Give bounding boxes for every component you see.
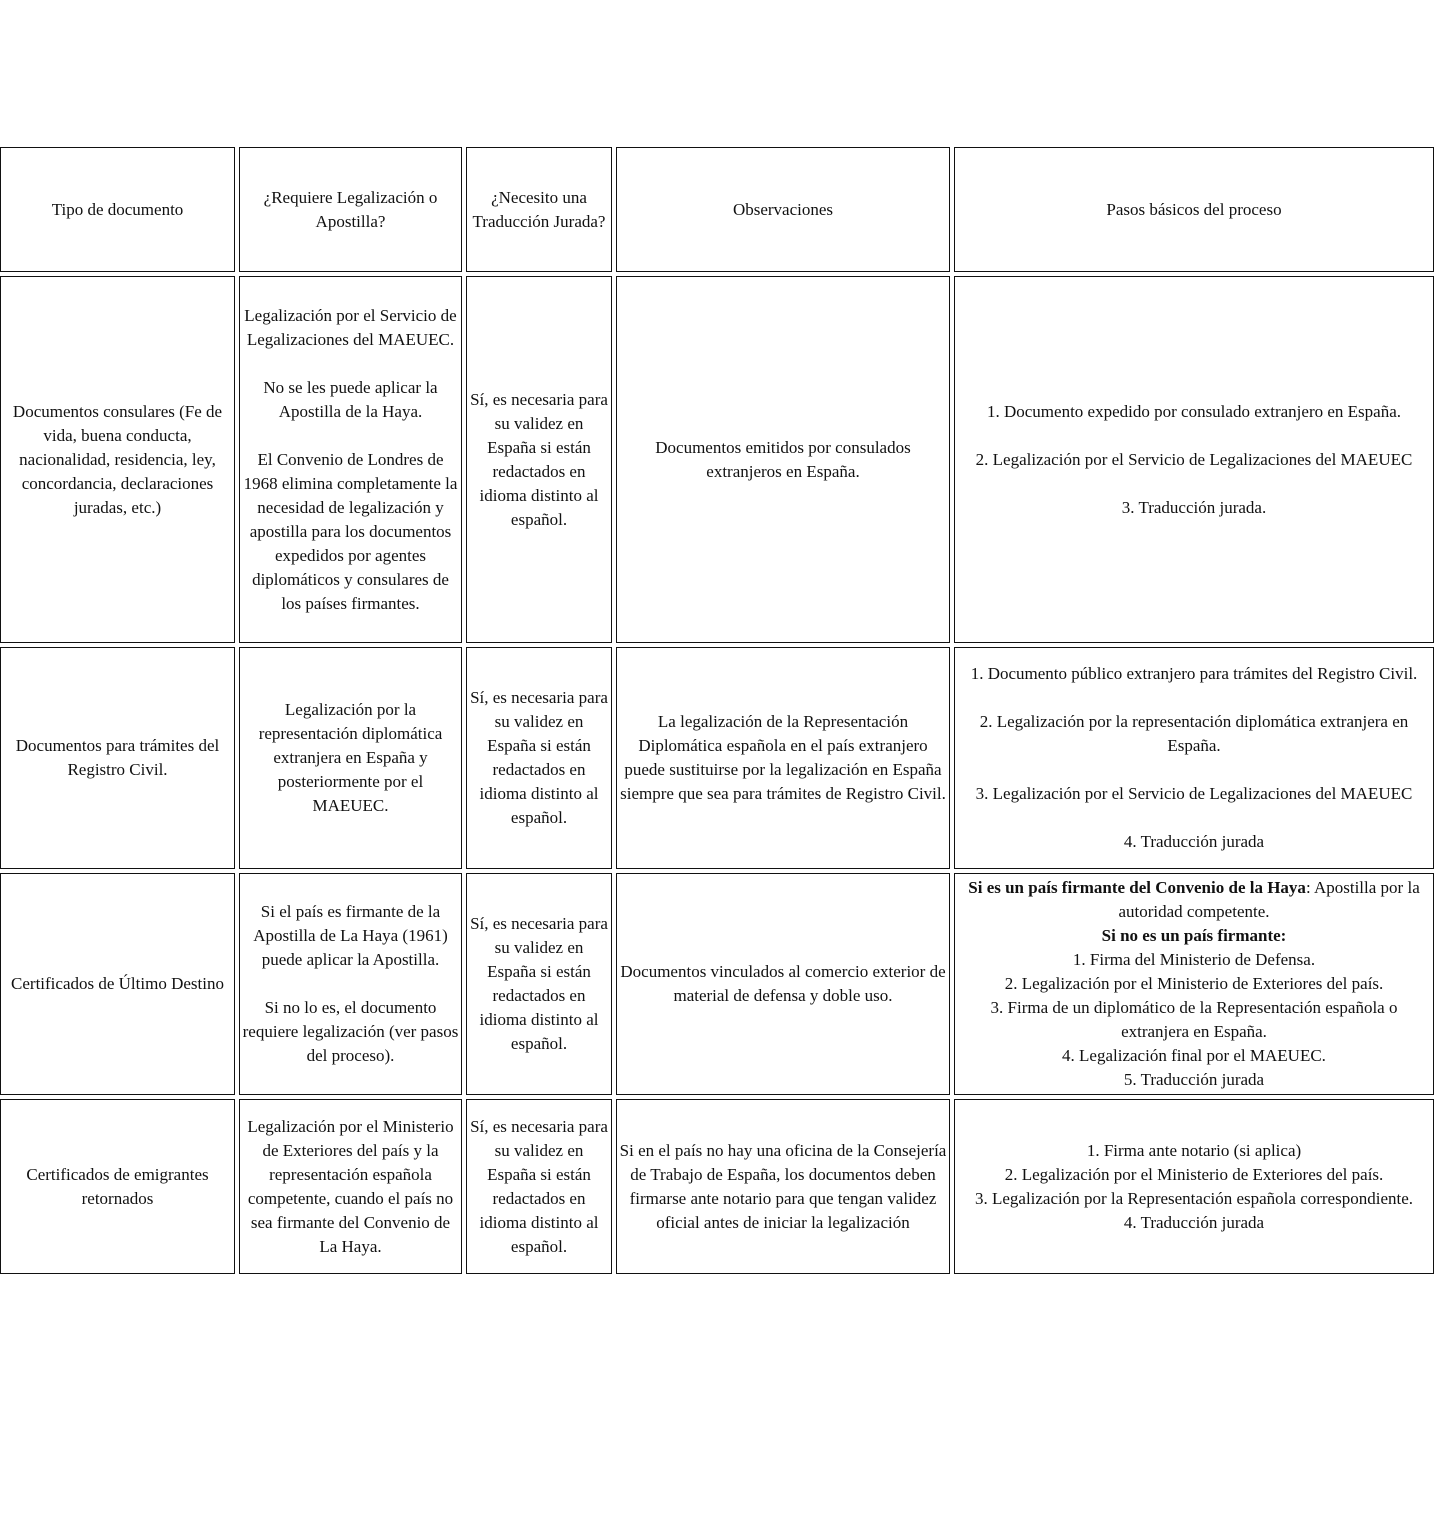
cell-requiere-paragraph: Si el país es firmante de la Apostilla de La Haya (1961) puede aplicar la Apostilla. [253, 902, 448, 969]
step-item: 1. Documento expedido por consulado extranjero en España. [986, 401, 1401, 421]
cell-traduccion: Sí, es necesaria para su validez en España si están redactados en idioma distinto al español. [466, 647, 612, 869]
header-traduccion-jurada: ¿Necesito una Traducción Jurada? [466, 147, 612, 272]
cell-requiere [239, 873, 462, 1095]
cell-traduccion: Sí, es necesaria para su validez en España si están redactados en idioma distinto al español. [466, 276, 612, 643]
table-header-row [0, 147, 1434, 272]
step-item: 2. Legalización por el Ministerio de Exteriores del país. [1004, 974, 1384, 993]
cell-requiere-paragraph: El Convenio de Londres de 1968 elimina completamente la necesidad de legalización y apostilla para los documentos expedidos por agentes diplomáticos y consulares de los países firmantes. [243, 449, 458, 613]
cell-observaciones: La legalización de la Representación Diplomática española en el país extranjero puede sustituirse por la legalización en España siempre que sea para trámites de Registro Civil. [616, 647, 950, 869]
legalization-table [0, 143, 1434, 1278]
cell-pasos [954, 647, 1434, 869]
header-requiere-legalizacion: ¿Requiere Legalización o Apostilla? [239, 147, 462, 272]
table-row [0, 276, 1434, 643]
step-item: 5. Traducción jurada [1123, 1070, 1265, 1089]
cell-tipo: Certificados de Último Destino [0, 873, 235, 1095]
step-item: 1. Firma ante notario (si aplica) [1086, 1140, 1302, 1160]
step-firmante [956, 876, 1432, 924]
cell-requiere: Legalización por el Ministerio de Exteriores del país y la representación española competente, cuando el país no sea firmante del Convenio de La Haya. [239, 1099, 462, 1274]
table-row [0, 1099, 1434, 1274]
cell-tipo: Documentos consulares (Fe de vida, buena conducta, nacionalidad, residencia, ley, concordancia, declaraciones juradas, etc.) [0, 276, 235, 643]
step-item: 1. Firma del Ministerio de Defensa. [1072, 950, 1316, 969]
cell-requiere-paragraph: Si no lo es, el documento requiere legalización (ver pasos del proceso). [242, 998, 459, 1065]
step-item: 3. Legalización por la Representación española correspondiente. [974, 1188, 1414, 1208]
step-item: 3. Traducción jurada. [1121, 497, 1267, 517]
step-item: 2. Legalización por el Ministerio de Exteriores del país. [1004, 1164, 1384, 1184]
header-observaciones: Observaciones [616, 147, 950, 272]
cell-requiere: Legalización por la representación diplomática extranjera en España y posteriormente por el MAEUEC. [239, 647, 462, 869]
step-item: 2. Legalización por el Servicio de Legalizaciones del MAEUEC [975, 449, 1413, 469]
cell-tipo: Documentos para trámites del Registro Civil. [0, 647, 235, 869]
header-tipo-documento: Tipo de documento [0, 147, 235, 272]
step-firmante-rest: : Apostilla por la autoridad competente. [1118, 878, 1420, 921]
cell-pasos [954, 276, 1434, 643]
step-item: 4. Legalización final por el MAEUEC. [1062, 1046, 1326, 1065]
step-no-firmante-bold: Si no es un país firmante: [1101, 926, 1287, 945]
cell-tipo: Certificados de emigrantes retornados [0, 1099, 235, 1274]
cell-observaciones: Documentos emitidos por consulados extranjeros en España. [616, 276, 950, 643]
step-item: 3. Legalización por el Servicio de Legalizaciones del MAEUEC [975, 784, 1413, 803]
cell-traduccion: Sí, es necesaria para su validez en España si están redactados en idioma distinto al español. [466, 1099, 612, 1274]
cell-requiere-paragraph: No se les puede aplicar la Apostilla de la Haya. [263, 377, 438, 421]
cell-traduccion: Sí, es necesaria para su validez en España si están redactados en idioma distinto al español. [466, 873, 612, 1095]
cell-pasos [954, 1099, 1434, 1274]
cell-observaciones: Si en el país no hay una oficina de la Consejería de Trabajo de España, los documentos deben firmarse ante notario para que tengan validez oficial antes de iniciar la legalización [616, 1099, 950, 1274]
cell-pasos [954, 873, 1434, 1095]
table-row [0, 647, 1434, 869]
step-firmante-bold: Si es un país firmante del Convenio de la Haya [968, 878, 1306, 897]
step-item: 3. Firma de un diplomático de la Representación española o extranjera en España. [990, 998, 1398, 1041]
cell-requiere-paragraph: Legalización por el Servicio de Legalizaciones del MAEUEC. [244, 305, 457, 349]
step-item: 2. Legalización por la representación diplomática extranjera en España. [979, 712, 1409, 755]
step-item: 4. Traducción jurada [1123, 832, 1265, 851]
step-item: 4. Traducción jurada [1123, 1212, 1265, 1232]
cell-requiere [239, 276, 462, 643]
cell-observaciones: Documentos vinculados al comercio exterior de material de defensa y doble uso. [616, 873, 950, 1095]
step-item: 1. Documento público extranjero para trámites del Registro Civil. [970, 664, 1418, 683]
table-row [0, 873, 1434, 1095]
header-pasos-basicos: Pasos básicos del proceso [954, 147, 1434, 272]
